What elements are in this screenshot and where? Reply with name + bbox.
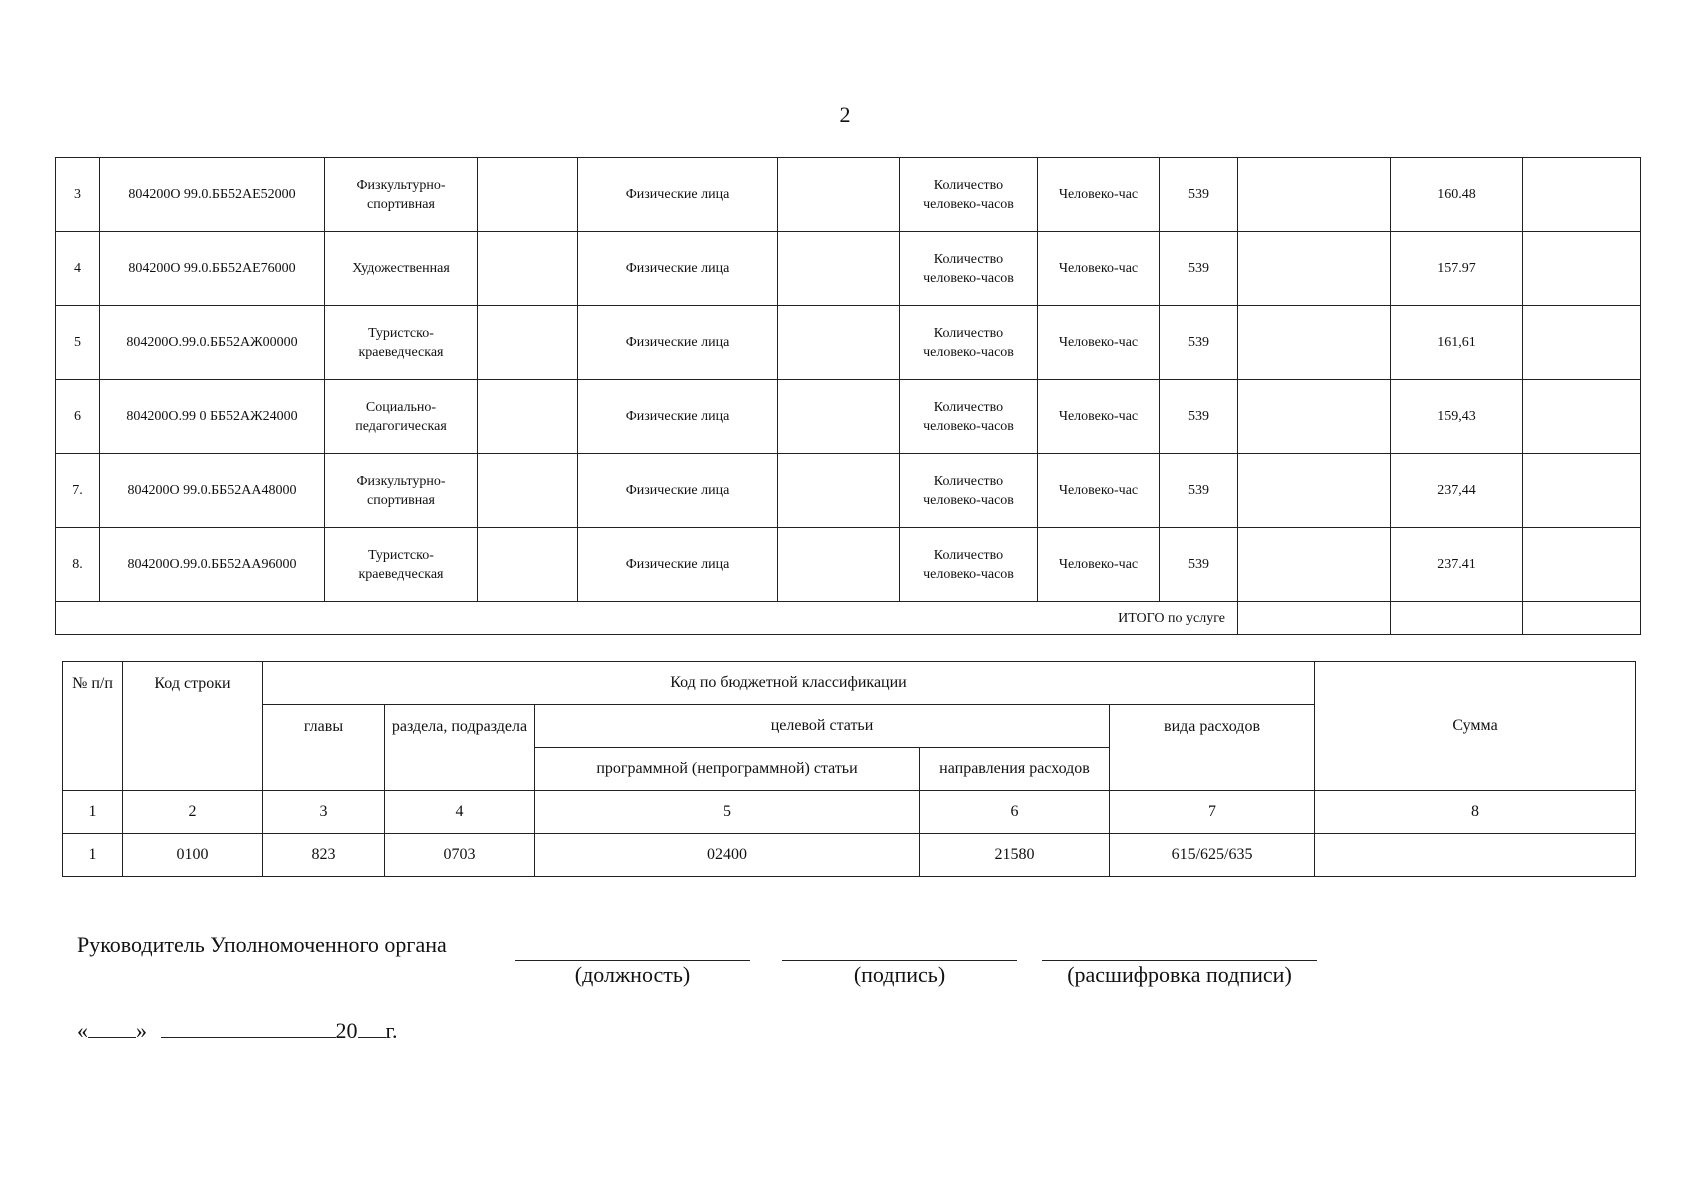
header-row bbox=[63, 662, 1636, 705]
expense-type-code: 615/625/635 bbox=[1110, 834, 1315, 877]
empty-cell bbox=[778, 528, 900, 602]
index-row bbox=[63, 791, 1636, 834]
row-number: 7. bbox=[56, 454, 100, 528]
header-line-code: Код строки bbox=[123, 662, 263, 791]
row-number: 5 bbox=[56, 306, 100, 380]
indicator-name: Количество человеко-часов bbox=[900, 454, 1038, 528]
empty-cell bbox=[1523, 158, 1641, 232]
empty-cell bbox=[1523, 306, 1641, 380]
line-code: 0100 bbox=[123, 834, 263, 877]
empty-cell bbox=[1238, 528, 1391, 602]
year-field[interactable] bbox=[358, 1019, 386, 1038]
service-direction: Художественная bbox=[325, 232, 478, 306]
close-quote: » bbox=[136, 1018, 147, 1043]
consumer-category: Физические лица bbox=[578, 454, 778, 528]
indicator-value: 160.48 bbox=[1391, 158, 1523, 232]
empty-cell bbox=[1523, 602, 1641, 635]
empty-cell bbox=[1391, 602, 1523, 635]
services-table bbox=[55, 157, 1641, 635]
empty-cell bbox=[478, 306, 578, 380]
indicator-name: Количество человеко-часов bbox=[900, 380, 1038, 454]
empty-cell bbox=[1238, 158, 1391, 232]
year-prefix: 20 bbox=[335, 1018, 358, 1043]
consumer-category: Физические лица bbox=[578, 380, 778, 454]
indicator-value: 159,43 bbox=[1391, 380, 1523, 454]
unit-name: Человеко-час bbox=[1038, 380, 1160, 454]
register-code: 804200О 99.0.ББ52АА48000 bbox=[100, 454, 325, 528]
okei-code: 539 bbox=[1160, 158, 1238, 232]
column-index: 6 bbox=[920, 791, 1110, 834]
table-row bbox=[56, 528, 1641, 602]
service-direction: Туристско-краеведческая bbox=[325, 528, 478, 602]
direction-code: 21580 bbox=[920, 834, 1110, 877]
row-number: 6 bbox=[56, 380, 100, 454]
empty-cell bbox=[1523, 232, 1641, 306]
register-code: 804200О.99 0 ББ52АЖ24000 bbox=[100, 380, 325, 454]
consumer-category: Физические лица bbox=[578, 232, 778, 306]
indicator-value: 237,44 bbox=[1391, 454, 1523, 528]
header-num: № п/п bbox=[63, 662, 123, 791]
unit-name: Человеко-час bbox=[1038, 528, 1160, 602]
register-code: 804200О 99.0.ББ52АЕ76000 bbox=[100, 232, 325, 306]
table-row bbox=[56, 158, 1641, 232]
empty-cell bbox=[478, 380, 578, 454]
empty-cell bbox=[778, 306, 900, 380]
unit-name: Человеко-час bbox=[1038, 232, 1160, 306]
indicator-value: 157.97 bbox=[1391, 232, 1523, 306]
consumer-category: Физические лица bbox=[578, 528, 778, 602]
column-index: 4 bbox=[385, 791, 535, 834]
empty-cell bbox=[778, 454, 900, 528]
table-row bbox=[56, 380, 1641, 454]
chapter-code: 823 bbox=[263, 834, 385, 877]
empty-cell bbox=[478, 158, 578, 232]
signature-label: Руководитель Уполномоченного органа bbox=[77, 932, 447, 957]
empty-cell bbox=[1238, 602, 1391, 635]
column-index: 7 bbox=[1110, 791, 1315, 834]
budget-classification-table bbox=[62, 661, 1636, 877]
table-row bbox=[63, 834, 1636, 877]
empty-cell bbox=[778, 158, 900, 232]
column-index: 2 bbox=[123, 791, 263, 834]
page-number: 2 bbox=[839, 102, 851, 127]
okei-code: 539 bbox=[1160, 306, 1238, 380]
consumer-category: Физические лица bbox=[578, 158, 778, 232]
decoding-caption: (расшифровка подписи) bbox=[1067, 962, 1292, 987]
empty-cell bbox=[1238, 454, 1391, 528]
unit-name: Человеко-час bbox=[1038, 306, 1160, 380]
header-program: программной (непрограммной) статьи bbox=[535, 748, 920, 791]
header-expense-type: вида расходов bbox=[1110, 705, 1315, 791]
okei-code: 539 bbox=[1160, 528, 1238, 602]
empty-cell bbox=[778, 380, 900, 454]
header-amount: Сумма bbox=[1315, 662, 1636, 791]
total-row bbox=[56, 602, 1641, 635]
okei-code: 539 bbox=[1160, 232, 1238, 306]
empty-cell bbox=[1238, 232, 1391, 306]
register-code: 804200О.99.0.ББ52АА96000 bbox=[100, 528, 325, 602]
signature-field[interactable] bbox=[782, 960, 1017, 961]
row-number: 1 bbox=[63, 834, 123, 877]
table-row bbox=[56, 454, 1641, 528]
service-direction: Физкультурно-спортивная bbox=[325, 158, 478, 232]
column-index: 8 bbox=[1315, 791, 1636, 834]
indicator-value: 237.41 bbox=[1391, 528, 1523, 602]
signature-caption: (подпись) bbox=[853, 962, 946, 987]
header-chapter: главы bbox=[263, 705, 385, 791]
indicator-name: Количество человеко-часов bbox=[900, 158, 1038, 232]
table-row bbox=[56, 306, 1641, 380]
month-field[interactable] bbox=[161, 1019, 336, 1038]
year-suffix: г. bbox=[385, 1018, 398, 1043]
empty-cell bbox=[478, 528, 578, 602]
indicator-value: 161,61 bbox=[1391, 306, 1523, 380]
row-number: 4 bbox=[56, 232, 100, 306]
unit-name: Человеко-час bbox=[1038, 454, 1160, 528]
date-line bbox=[77, 1018, 398, 1044]
position-field[interactable] bbox=[515, 960, 750, 961]
empty-cell bbox=[1238, 306, 1391, 380]
header-kbk: Код по бюджетной классификации bbox=[263, 662, 1315, 705]
service-direction: Физкультурно-спортивная bbox=[325, 454, 478, 528]
day-field[interactable] bbox=[88, 1019, 136, 1038]
empty-cell bbox=[1523, 454, 1641, 528]
column-index: 5 bbox=[535, 791, 920, 834]
header-target: целевой статьи bbox=[535, 705, 1110, 748]
decoding-field[interactable] bbox=[1042, 960, 1317, 961]
empty-cell bbox=[478, 232, 578, 306]
service-direction: Туристско-краеведческая bbox=[325, 306, 478, 380]
okei-code: 539 bbox=[1160, 454, 1238, 528]
program-code: 02400 bbox=[535, 834, 920, 877]
consumer-category: Физические лица bbox=[578, 306, 778, 380]
indicator-name: Количество человеко-часов bbox=[900, 232, 1038, 306]
column-index: 1 bbox=[63, 791, 123, 834]
empty-cell bbox=[1523, 380, 1641, 454]
total-label: ИТОГО по услуге bbox=[56, 602, 1238, 635]
section-code: 0703 bbox=[385, 834, 535, 877]
empty-cell bbox=[1523, 528, 1641, 602]
row-number: 3 bbox=[56, 158, 100, 232]
empty-cell bbox=[778, 232, 900, 306]
register-code: 804200О.99.0.ББ52АЖ00000 bbox=[100, 306, 325, 380]
empty-cell bbox=[478, 454, 578, 528]
unit-name: Человеко-час bbox=[1038, 158, 1160, 232]
column-index: 3 bbox=[263, 791, 385, 834]
header-section: раздела, подраздела bbox=[385, 705, 535, 791]
indicator-name: Количество человеко-часов bbox=[900, 306, 1038, 380]
indicator-name: Количество человеко-часов bbox=[900, 528, 1038, 602]
header-direction: направления расходов bbox=[920, 748, 1110, 791]
amount-value bbox=[1315, 834, 1636, 877]
position-caption: (должность) bbox=[574, 962, 691, 987]
row-number: 8. bbox=[56, 528, 100, 602]
empty-cell bbox=[1238, 380, 1391, 454]
service-direction: Социально-педагогическая bbox=[325, 380, 478, 454]
register-code: 804200О 99.0.ББ52АЕ52000 bbox=[100, 158, 325, 232]
okei-code: 539 bbox=[1160, 380, 1238, 454]
table-row bbox=[56, 232, 1641, 306]
open-quote: « bbox=[77, 1018, 88, 1043]
